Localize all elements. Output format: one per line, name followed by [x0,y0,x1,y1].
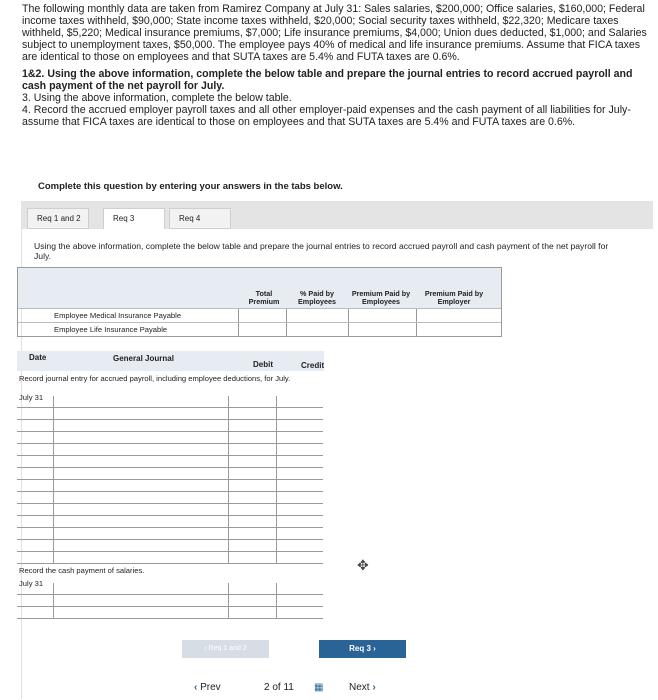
account-input[interactable] [53,540,228,552]
journal-col-date: Date [29,353,47,362]
account-input[interactable] [53,468,228,480]
credit-input[interactable] [276,432,323,444]
debit-input[interactable] [228,540,276,552]
debit-input[interactable] [228,516,276,528]
account-input[interactable] [53,456,228,468]
journal-row [17,480,323,492]
journal-row [17,516,323,528]
credit-input[interactable] [276,444,323,456]
credit-input[interactable] [276,468,323,480]
grid-menu-icon[interactable]: ▦ [314,682,324,693]
credit-input[interactable] [276,396,323,408]
credit-input[interactable] [276,480,323,492]
journal-row [17,583,323,595]
total-premium-life-input[interactable] [238,323,286,337]
premium-employer-life-input[interactable] [416,323,502,337]
total-premium-medical-input[interactable] [238,309,286,323]
account-input[interactable] [53,396,228,408]
premium-employees-life-input[interactable] [348,323,416,337]
debit-input[interactable] [228,528,276,540]
tab-bar [21,201,653,229]
debit-input[interactable] [228,468,276,480]
next-question-button[interactable] [349,682,389,693]
tab-req-3[interactable]: Req 3 [103,208,165,229]
row-label-life: Employee Life Insurance Payable [54,325,168,334]
requirement-1-2: 1&2. Using the above information, complete the below table and prepare the journal entries to record accrued payroll and cash payment of the net payroll for July. [22,68,633,92]
debit-input[interactable] [228,552,276,564]
question-text [22,3,654,128]
account-input[interactable] [53,420,228,432]
debit-input[interactable] [228,492,276,504]
credit-input[interactable] [276,516,323,528]
account-input[interactable] [53,528,228,540]
journal-col-debit: Debit [253,360,273,369]
entry1-note: Record journal entry for accrued payroll, including employee deductions, for July. [19,374,291,383]
debit-input[interactable] [228,504,276,516]
debit-input[interactable] [228,607,276,619]
credit-input[interactable] [276,528,323,540]
journal-row [17,492,323,504]
prev-question-button[interactable] [194,682,242,693]
journal-row [17,420,323,432]
percent-paid-life-input[interactable] [286,323,348,337]
journal-row [17,444,323,456]
chevron-left-icon: ‹ [194,682,198,693]
prev-req-label: Req 1 and 2 [208,645,247,652]
journal-row [17,432,323,444]
debit-input[interactable] [228,595,276,607]
journal-header [17,351,324,371]
entry2-note: Record the cash payment of salaries. [19,566,145,575]
journal-row [17,456,323,468]
journal-col-account: General Journal [113,354,174,363]
col-premium-employer: Premium Paid by Employer [424,289,484,306]
journal-row [17,468,323,480]
debit-input[interactable] [228,583,276,595]
row-label-medical: Employee Medical Insurance Payable [54,311,182,320]
account-input[interactable] [53,492,228,504]
journal-row [17,528,323,540]
premium-employees-medical-input[interactable] [348,309,416,323]
debit-input[interactable] [228,444,276,456]
entry1-date: July 31 [19,393,44,402]
credit-input[interactable] [276,595,323,607]
journal-row [17,408,323,420]
journal-row [17,504,323,516]
debit-input[interactable] [228,396,276,408]
account-input[interactable] [53,607,228,619]
account-input[interactable] [53,408,228,420]
journal-row [17,607,323,619]
debit-input[interactable] [228,456,276,468]
percent-paid-medical-input[interactable] [286,309,348,323]
journal-col-credit: Credit [301,361,325,370]
move-cursor-icon: ✥ [357,557,369,573]
table-row [18,308,501,322]
account-input[interactable] [53,444,228,456]
credit-input[interactable] [276,583,323,595]
credit-input[interactable] [276,408,323,420]
premium-employer-medical-input[interactable] [416,309,502,323]
account-input[interactable] [53,552,228,564]
journal-row [17,540,323,552]
credit-input[interactable] [276,552,323,564]
premium-table-header [18,268,501,308]
col-percent-paid: % Paid by Employees [298,289,336,306]
journal-row [17,552,323,564]
panel-description: Using the above information, complete the below table and prepare the journal entries to record accrued payroll and cash payment of the net payroll for July. [34,241,609,261]
chevron-right-icon: › [372,682,376,693]
tab-req-1-2[interactable]: Req 1 and 2 [27,208,89,229]
account-input[interactable] [53,432,228,444]
credit-input[interactable] [276,607,323,619]
requirement-3: 3. Using the above information, complete the below table. [22,92,292,104]
credit-input[interactable] [276,420,323,432]
tab-req-4[interactable]: Req 4 [169,208,231,229]
credit-input[interactable] [276,504,323,516]
credit-input[interactable] [276,492,323,504]
table-row [18,322,501,336]
next-label: Next [349,682,370,693]
journal-row [17,396,323,408]
col-total-premium: Total Premium [248,289,280,306]
instruction: Complete this question by entering your answers in the tabs below. [38,181,343,192]
debit-input[interactable] [228,432,276,444]
account-input[interactable] [53,504,228,516]
question-position: 2 of 11 [264,682,294,693]
premium-table [17,267,502,337]
entry2-date: July 31 [19,579,44,588]
credit-input[interactable] [276,540,323,552]
account-input[interactable] [53,583,228,595]
prev-label: Prev [200,682,221,693]
account-input[interactable] [53,595,228,607]
next-req-button[interactable]: Req 3 › [319,640,406,658]
prev-req-button[interactable]: ‹ Req 1 and 2 [182,640,269,658]
account-input[interactable] [53,480,228,492]
col-premium-employees: Premium Paid by Employees [351,289,411,306]
credit-input[interactable] [276,456,323,468]
account-input[interactable] [53,516,228,528]
debit-input[interactable] [228,420,276,432]
requirement-4: 4. Record the accrued employer payroll taxes and all other employer-paid expenses and the cash payment of all liabilities for July-assume that FICA taxes are identical to those on employees and that SUTA taxes are 5.4% and FUTA taxes are 0.6%. [22,104,631,128]
question-paragraph: The following monthly data are taken from Ramirez Company at July 31: Sales salaries, $200,000; Office salaries, $160,000; Federal income taxes withheld, $90,000; State income taxes withheld, $20,000; Social security taxes withheld, $22,320; Medicare taxes withheld, $5,220; Medical insurance premiums, $7,000; Life insurance premiums, $4,000; Union dues deducted, $1,000; and Salaries subject to unemployment taxes, $50,000. The employee pays 40% of medical and life insurance premiums. Assume that FICA taxes are identical to those on employees and that SUTA taxes are 5.4% and FUTA taxes are 0.6%. [22,3,647,63]
debit-input[interactable] [228,480,276,492]
journal-row [17,595,323,607]
debit-input[interactable] [228,408,276,420]
